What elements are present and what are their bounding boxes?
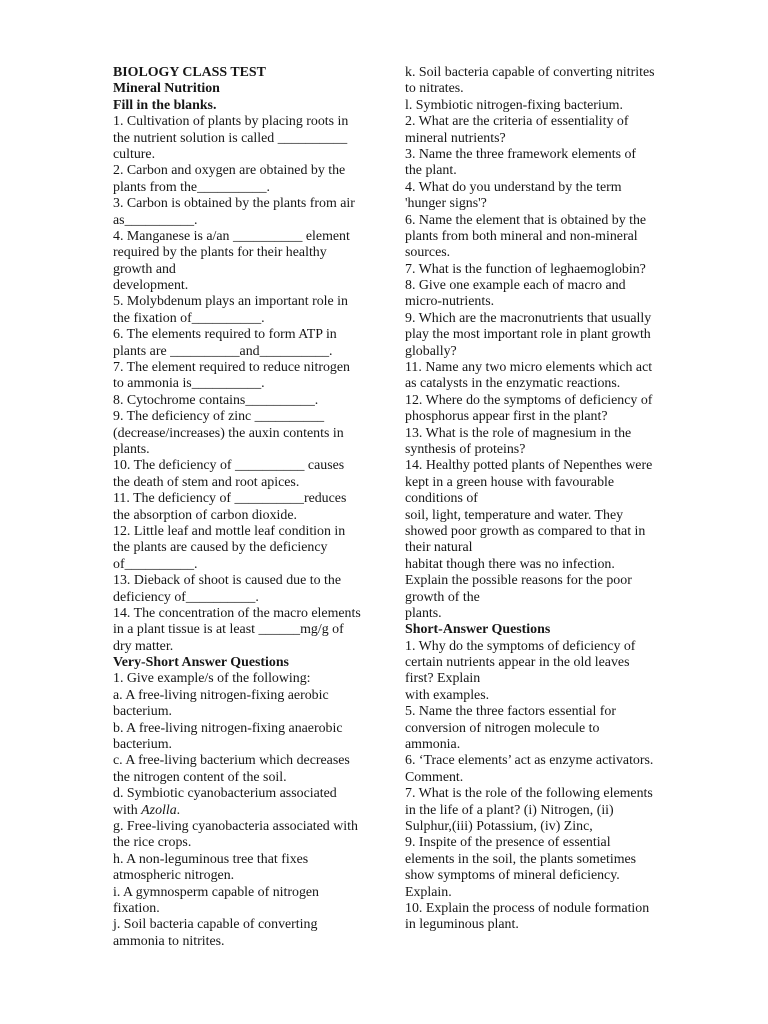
text-line: bacterium. <box>113 704 173 720</box>
text-line: bacterium. <box>113 737 173 753</box>
text-line: 6. Name the element that is obtained by the <box>405 212 647 228</box>
heading-line: Short-Answer Questions <box>405 622 551 638</box>
text-line: 'hunger signs'? <box>405 196 487 212</box>
text-line: g. Free-living cyanobacteria associated with <box>113 818 358 834</box>
text-line: 9. Which are the macronutrients that usually <box>405 310 652 326</box>
text-line: first? Explain <box>405 671 481 687</box>
text-line: as catalysts in the enzymatic reactions. <box>405 376 621 392</box>
text-line: Explain the possible reasons for the poor <box>405 573 632 589</box>
text-line: 9. Inspite of the presence of essential <box>405 835 611 851</box>
text-line: d. Symbiotic cyanobacterium associated <box>113 786 337 802</box>
text-line: the nutrient solution is called __________ <box>113 130 348 146</box>
text-span: with <box>113 802 142 818</box>
text-line: l. Symbiotic nitrogen-fixing bacterium. <box>405 97 623 113</box>
text-line: 11. The deficiency of __________reduces <box>113 491 347 507</box>
text-line: 7. What is the function of leghaemoglobin? <box>405 261 646 277</box>
text-line: 5. Name the three factors essential for <box>405 704 616 720</box>
text-line: 1. Why do the symptoms of deficiency of <box>405 638 636 654</box>
text-line: their natural <box>405 540 473 556</box>
text-line: in leguminous plant. <box>405 917 519 933</box>
text-line: Explain. <box>405 884 452 900</box>
text-line: h. A non-leguminous tree that fixes <box>113 851 309 867</box>
text-line: the rice crops. <box>113 835 192 851</box>
text-line: (decrease/increases) the auxin contents in <box>113 425 344 441</box>
heading-line: Very-Short Answer Questions <box>113 655 289 671</box>
text-line: 12. Little leaf and mottle leaf condition in <box>113 523 346 539</box>
text-line: the absorption of carbon dioxide. <box>113 507 298 523</box>
text-line: j. Soil bacteria capable of converting <box>113 917 318 933</box>
text-line: to nitrates. <box>405 81 464 97</box>
text-line: growth and <box>113 261 176 277</box>
text-line: a. A free-living nitrogen-fixing aerobic <box>113 687 329 703</box>
text-line: i. A gymnosperm capable of nitrogen <box>113 884 319 900</box>
text-line: play the most important role in plant growth <box>405 327 651 343</box>
text-line: elements in the soil, the plants sometimes <box>405 851 637 867</box>
text-line: the plant. <box>405 163 457 179</box>
text-line: b. A free-living nitrogen-fixing anaerobic <box>113 720 343 736</box>
text-line: development. <box>113 278 189 294</box>
right-column <box>405 65 685 934</box>
text-line: kept in a green house with favourable <box>405 474 615 490</box>
text-line: of__________. <box>113 556 198 572</box>
text-line: 6. ‘Trace elements’ act as enzyme activators. <box>405 753 654 769</box>
text-line: with examples. <box>405 687 490 703</box>
text-line: conditions of <box>405 491 478 507</box>
text-line: 3. Name the three framework elements of <box>405 146 637 162</box>
heading-line: BIOLOGY CLASS TEST <box>113 65 266 80</box>
text-line: in a plant tissue is at least ______mg/g of <box>113 622 344 638</box>
text-line: the fixation of__________. <box>113 310 265 326</box>
text-line <box>113 803 393 819</box>
text-line: plants. <box>113 441 150 457</box>
text-line: k. Soil bacteria capable of converting nitrites <box>405 65 655 80</box>
text-line: sources. <box>405 245 451 261</box>
text-line: as__________. <box>113 212 198 228</box>
text-line: 11. Name any two micro elements which act <box>405 360 653 376</box>
text-line: 7. The element required to reduce nitrogen <box>113 360 350 376</box>
text-line: soil, light, temperature and water. They <box>405 507 624 523</box>
text-line: conversion of nitrogen molecule to <box>405 720 600 736</box>
text-line: dry matter. <box>113 638 174 654</box>
text-line: 4. Manganese is a/an __________ element <box>113 228 350 244</box>
text-line: ammonia to nitrites. <box>113 933 225 949</box>
text-line: 14. Healthy potted plants of Nepenthes were <box>405 458 653 474</box>
text-line: Sulphur,(iii) Potassium, (iv) Zinc, <box>405 818 593 834</box>
italic-term: Azolla <box>141 802 177 818</box>
text-line: 1. Cultivation of plants by placing roots in <box>113 114 349 130</box>
text-line: growth of the <box>405 589 480 605</box>
text-line: in the life of a plant? (i) Nitrogen, (ii) <box>405 802 614 818</box>
text-line: show symptoms of mineral deficiency. <box>405 868 620 884</box>
text-line: to ammonia is__________. <box>113 376 265 392</box>
text-line: globally? <box>405 343 457 359</box>
text-line: 13. What is the role of magnesium in the <box>405 425 632 441</box>
text-line: mineral nutrients? <box>405 130 506 146</box>
text-line: Comment. <box>405 769 464 785</box>
text-line: 6. The elements required to form ATP in <box>113 327 337 343</box>
text-line: 2. Carbon and oxygen are obtained by the <box>113 163 346 179</box>
text-line: deficiency of__________. <box>113 589 259 605</box>
text-line: showed poor growth as compared to that in <box>405 523 646 539</box>
text-line: 2. What are the criteria of essentiality of <box>405 114 629 130</box>
text-line: 10. Explain the process of nodule formation <box>405 900 650 916</box>
text-span: . <box>176 802 181 818</box>
text-line: plants from both mineral and non-mineral <box>405 228 638 244</box>
text-line: 10. The deficiency of __________ causes <box>113 458 345 474</box>
heading-line: Fill in the blanks. <box>113 97 217 113</box>
text-line: plants from the__________. <box>113 179 271 195</box>
text-line: micro-nutrients. <box>405 294 495 310</box>
text-line: fixation. <box>113 900 160 916</box>
text-line: 8. Give one example each of macro and <box>405 278 626 294</box>
text-line: the nitrogen content of the soil. <box>113 769 287 785</box>
text-line: 7. What is the role of the following elements <box>405 786 653 802</box>
text-line: the plants are caused by the deficiency <box>113 540 328 556</box>
text-line: 3. Carbon is obtained by the plants from air <box>113 196 355 212</box>
text-line: habitat though there was no infection. <box>405 556 615 572</box>
text-line: atmospheric nitrogen. <box>113 868 235 884</box>
heading-line: Mineral Nutrition <box>113 81 220 97</box>
text-line: c. A free-living bacterium which decreases <box>113 753 350 769</box>
text-line: 8. Cytochrome contains__________. <box>113 392 319 408</box>
text-line: plants. <box>405 605 442 621</box>
text-line: ammonia. <box>405 737 461 753</box>
text-line: culture. <box>113 146 156 162</box>
text-line: 9. The deficiency of zinc __________ <box>113 409 325 425</box>
text-line: 1. Give example/s of the following: <box>113 671 311 687</box>
text-line: 14. The concentration of the macro elements <box>113 605 361 621</box>
text-line: 5. Molybdenum plays an important role in <box>113 294 348 310</box>
text-line: phosphorus appear first in the plant? <box>405 409 608 425</box>
text-line: 12. Where do the symptoms of deficiency of <box>405 392 653 408</box>
text-line: certain nutrients appear in the old leaves <box>405 655 630 671</box>
text-line: synthesis of proteins? <box>405 441 526 457</box>
text-line: 4. What do you understand by the term <box>405 179 622 195</box>
text-line: required by the plants for their healthy <box>113 245 327 261</box>
text-line: the death of stem and root apices. <box>113 474 300 490</box>
left-column <box>113 65 393 950</box>
text-line: 13. Dieback of shoot is caused due to the <box>113 573 341 589</box>
text-line: plants are __________and__________. <box>113 343 333 359</box>
